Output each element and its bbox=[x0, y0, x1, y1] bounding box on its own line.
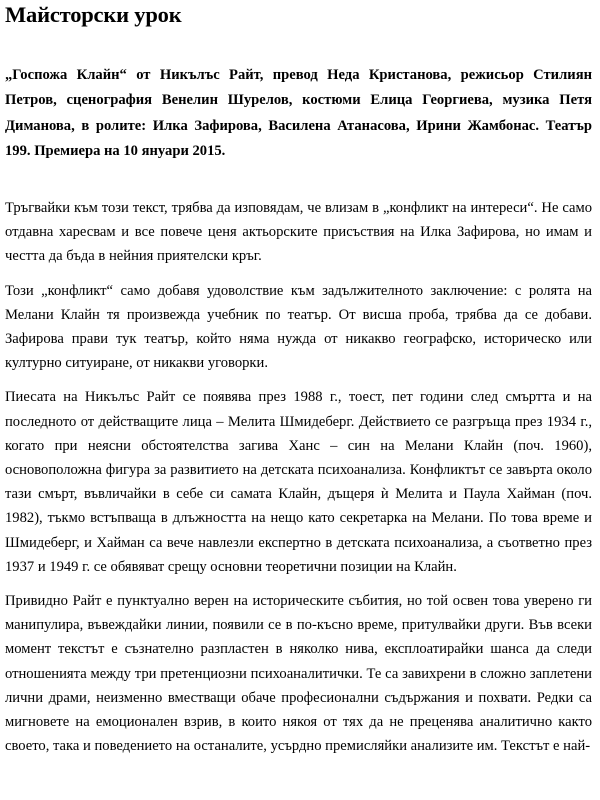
paragraph-1: Тръгвайки към този текст, трябва да изповядам, че влизам в „конфликт на интереси“. Не само отдавна харесвам и все повече ценя актьорските присъствия на Илка Зафирова, но имам и честта да бъда в нейния приятелски кръг. bbox=[5, 200, 592, 265]
paragraph-4: Привидно Райт е пунктуално верен на историческите събития, но той освен това уверено ги манипулира, въвеждайки линии, появили се в по-късно време, притулвайки други. Във всеки момент текстът е съзнателно разпластен в няколко нива, експлоатирайки шанса да следи отношенията между три претенциозни психоаналитички. Те са завихрени в сложно заплетени лични драми, неизменно вместващи обаче професионални съдържания и похвати. Редки са мигновете на емоционален взрив, в които някоя от тях да не преценява аналитично както своето, така и поведението на останалите, усърдно премисляйки анализите им. Текстът е най- bbox=[5, 593, 592, 755]
article-body bbox=[5, 196, 592, 768]
paragraph-2: Този „конфликт“ само добавя удоволствие към задължителното заключение: с ролята на Мелани Клайн тя произвежда учебник по театър. От висша проба, трябва да се добави. Зафирова прави тук театър, който няма нужда от никакво географско, историческо или културно ситуиране, от никакви уговорки. bbox=[5, 282, 592, 372]
paragraph-3: Пиесата на Никълъс Райт се появява през 1988 г., тоест, пет години след смъртта и на последното от действащите лица – Мелита Шмидеберг. Действието се разгръща през 1934 г., когато при неясни обстоятелства загива Ханс – син на Мелани Клайн (поч. 1960), основоположна фигура за развитието на детската психоанализа. Конфликтът се завърта около тази смърт, въвличайки в себе си самата Клайн, дъщеря ѝ Мелита и Паула Хайман (поч. 1982), тъкмо встъпваща в длъжността на нещо като секретарка на Мелани. По това време и Шмидеберг, и Хайман са вече навлезли експертно в детската психоанализа, а съответно през 1937 и 1949 г. се обявяват срещу основни теоретични позиции на Клайн. bbox=[5, 389, 592, 575]
production-credits: „Госпожа Клайн“ от Никълъс Райт, превод Неда Кристанова, режисьор Стилиян Петров, сценография Венелин Шурелов, костюми Елица Георгиева, музика Петя Диманова, в ролите: Илка Зафирова, Василена Атанасова, Ирини Жамбонас. Театър 199. Премиера на 10 януари 2015. bbox=[5, 67, 592, 159]
article-title: Майсторски урок bbox=[5, 2, 182, 27]
